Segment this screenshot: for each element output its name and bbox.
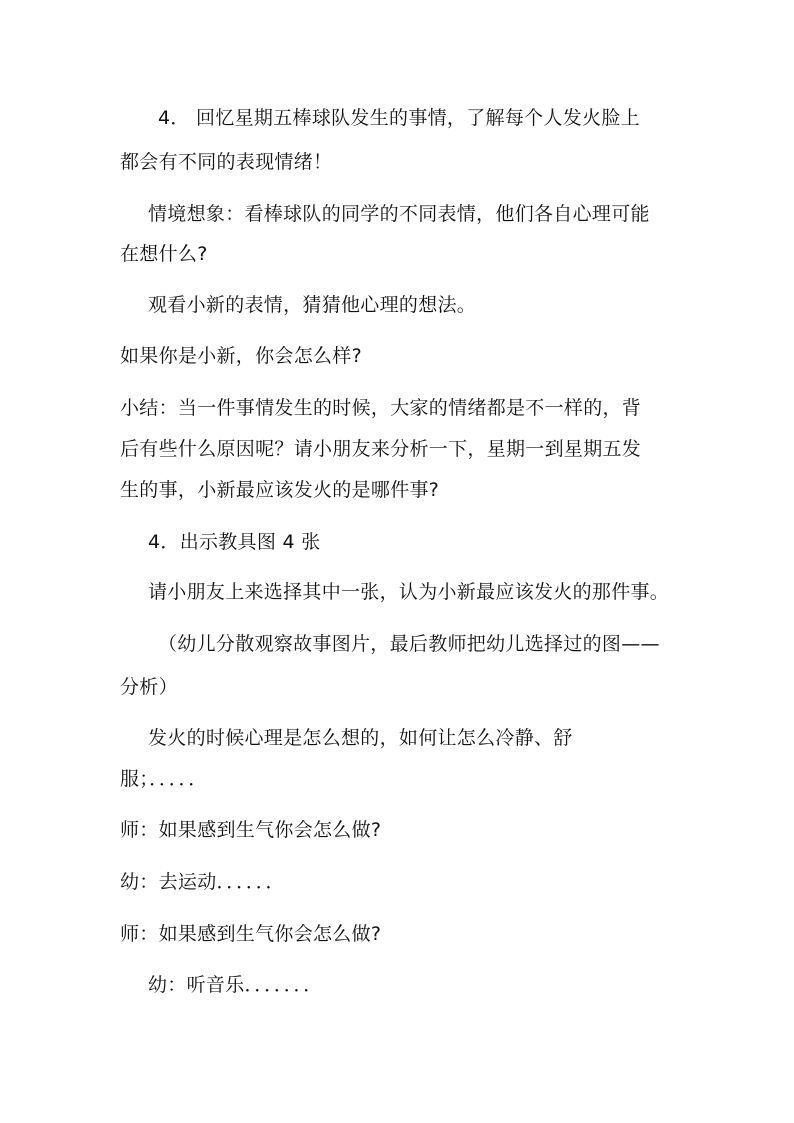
text-line: 发火的时候心理是怎么想的，如何让怎么冷静、舒 — [148, 727, 573, 749]
text-line: 请小朋友上来选择其中一张，认为小新最应该发火的那件事。 — [148, 581, 670, 603]
text-line: 观看小新的表情，猜猜他心理的想法。 — [148, 294, 477, 316]
text-line: 师：如果感到生气你会怎么做? — [120, 923, 382, 945]
text-line: 幼：去运动．．．．．． — [120, 871, 285, 893]
text-line: 4． 回忆星期五棒球队发生的事情，了解每个人发火脸上 — [158, 107, 640, 129]
text-line: 如果你是小新，你会怎么样? — [120, 345, 362, 367]
text-line: 服；．．．．． — [120, 768, 208, 790]
text-line: 都会有不同的表现情绪！ — [120, 151, 333, 173]
text-line: 小结：当一件事情发生的时候，大家的情绪都是不一样的，背 — [120, 397, 642, 419]
text-line: 在想什么? — [120, 243, 208, 265]
text-line: 后有些什么原因呢？请小朋友来分析一下，星期一到星期五发 — [120, 438, 642, 460]
text-line: 分析） — [120, 676, 178, 698]
text-line: 师：如果感到生气你会怎么做? — [120, 819, 382, 841]
text-line: 4．出示教具图 4 张 — [148, 531, 321, 553]
text-line: （幼儿分散观察故事图片，最后教师把幼儿选择过的图—— — [158, 633, 660, 655]
text-line: 情境想象：看棒球队的同学的不同表情，他们各自心理可能 — [148, 203, 650, 225]
text-line: 幼：听音乐．．．．．．． — [148, 974, 323, 996]
text-line: 生的事，小新最应该发火的是哪件事? — [120, 479, 440, 501]
